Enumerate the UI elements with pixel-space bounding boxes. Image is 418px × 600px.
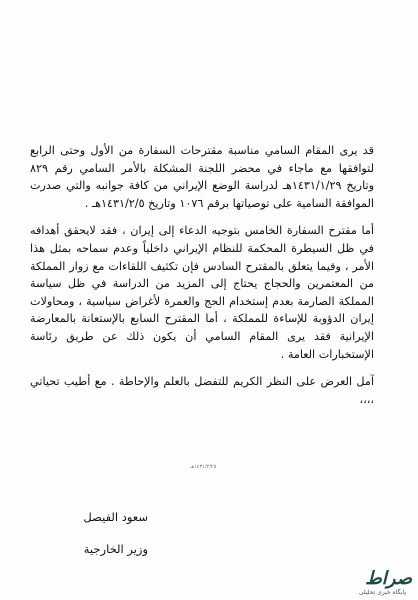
watermark-caption: پایگاه خبری تحلیلی: [358, 589, 406, 596]
signatory-name: سعود الفيصل: [83, 510, 148, 524]
watermark-logo: [300, 568, 412, 596]
letter-body: [30, 142, 374, 408]
date-scribble: ١٤٣١/٢/٢٥هـ: [190, 464, 217, 470]
letter-paragraph-1: قد يرى المقام السامي مناسبة مقترحات السفارة من الأول وحتى الرابع لتوافقها مع ماجاء في محضر اللجنة المشكلة بالأمر السامي رقم ٨٢٩ وتاريخ ١٤٣١/١/٢٩هـ لدراسة الوضع الإيراني من كافة جوانبه والتي صدرت الموافقة السامية على توصياتها برقم ١٠٧٦ وتاريخ ١٤٣١/٢/٥هـ .: [30, 144, 374, 210]
letter-paragraph-2: أما مقترح السفارة الخامس بتوجيه الدعاء إلى إيران ، فقد لايحقق أهدافه في ظل السيطرة المحكمة للنظام الإيراني داخلياً وعدم سماحه بمثل هذا الأمر ، وفيما يتعلق بالمقترح السادس فإن تكثيف اللقاءات مع زوار المملكة من المعتمرين والحجاج يحتاج إلى المزيد من الدراسة في ظل سياسة المملكة الصارمة بعدم إستخدام الحج والعمرة لأغراض سياسية ، ومحاولات إيران الدؤوبة للإساءة للمملكة ، أما المقترح السابع بالإستعانة بالمعارضة الإيرانية فقد يرى المقام السامي أن يكون ذلك عن طريق رئاسة الإستخبارات العامة .: [30, 224, 374, 361]
letter-paragraph-3: آمل العرض على النظر الكريم للتفضل بالعلم والإحاطة . مع أطيب تحياتي ،،،،: [30, 375, 374, 406]
signatory-title: وزير الخارجية: [83, 542, 148, 556]
watermark-logo-text: صراط: [365, 568, 412, 589]
